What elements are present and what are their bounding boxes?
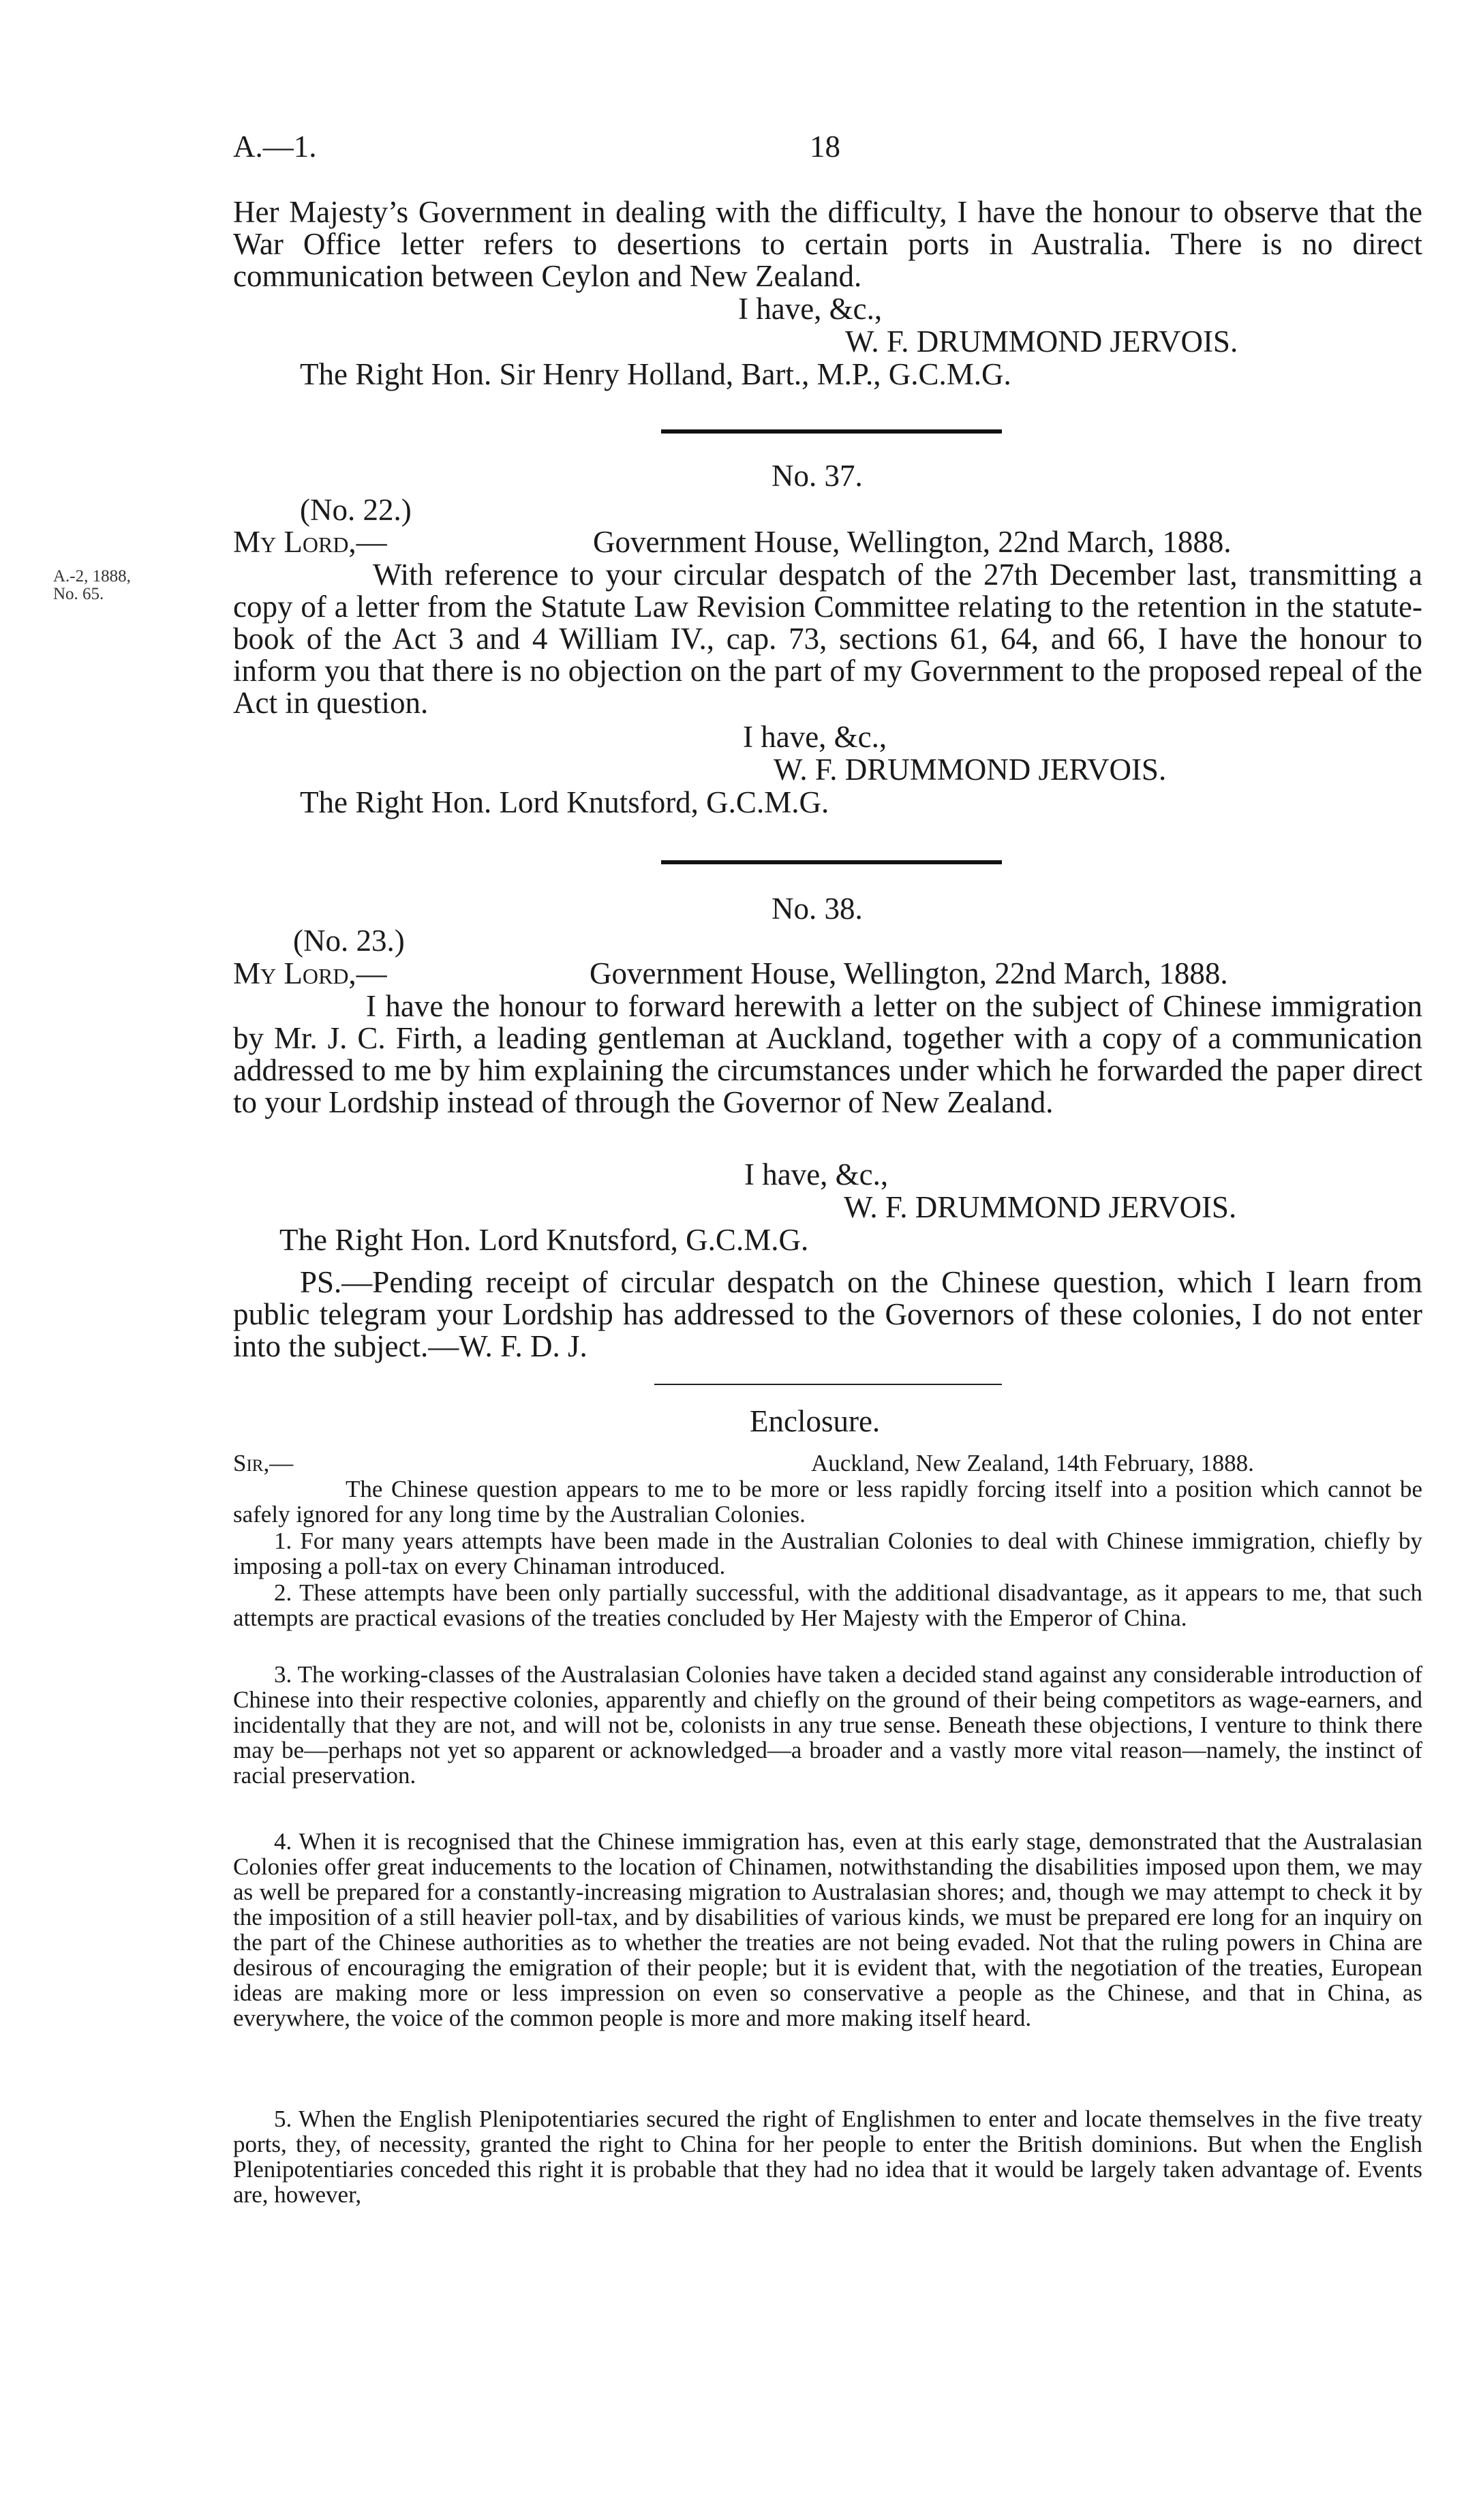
intro-signature: W. F. DRUMMOND JERVOIS. <box>845 324 1238 359</box>
page-number: 18 <box>810 130 840 164</box>
letter-location: Government House, Wellington, 22nd March, 1888. <box>593 525 1232 559</box>
enclosure-paragraph: 2. These attempts have been only partially successful, with the additional disadvantage, as it appears to me, that such attempts are practical evasions of the treaties concluded by Her Majesty with the Emperor of China. <box>233 1579 1422 1631</box>
enclosure-paragraph: 3. The working-classes of the Australasian Colonies have taken a decided stand against any considerable introduction of Chinese into their respective colonies, apparently and chiefly on the ground of their being competitors as wage-earners, and incidentally that they are not, and will not be, colonists in any true sense. Beneath these objections, I venture to think there may be—perhaps not yet so apparent or acknowledged—a broader and a vastly more vital reason—namely, the instinct of racial preservation. <box>233 1661 1422 1789</box>
letter-signature: W. F. DRUMMOND JERVOIS. <box>774 753 1167 787</box>
letter-sub-number: (No. 22.) <box>300 493 412 527</box>
enclosure-paragraph: 4. When it is recognised that the Chinese immigration has, even at this early stage, demonstrated that the Australasian Colonies offer great inducements to the location of Chinamen, notwithstanding the disabilities imposed upon them, we may as well be prepared for a constantly-increasing migration to Australasian shores; and, though we may attempt to check it by the imposition of a still heavier poll-tax, and by disabilities of various kinds, we must be prepared ere long for an inquiry on the part of the Chinese authorities as to whether the treaties are not being evaded. Not that the ruling powers in China are desirous of encouraging the emigration of their people; but it is evident that, with the negotiation of the treaties, European ideas are making more or less impression on even so conservative a people as the Chinese, and that in China, as everywhere, the voice of the common people is more and more making itself heard. <box>233 1828 1422 2031</box>
enclosure-location: Auckland, New Zealand, 14th February, 1888. <box>811 1450 1254 1476</box>
enclosure-paragraph: The Chinese question appears to me to be more or less rapidly forcing itself into a position which cannot be safely ignored for any long time by the Australian Colonies. <box>233 1476 1422 1528</box>
letter-body: I have the honour to forward herewith a letter on the subject of Chinese immigration by Mr. J. C. Firth, a leading gentleman at Auckland, together with a copy of a communication addressed to me by him explaining the circumstances under which he forwarded the paper direct to your Lordship instead of through the Governor of New Zealand. <box>233 989 1422 1119</box>
letter-closing: I have, &c., <box>744 1157 889 1191</box>
letter-postscript: PS.—Pending receipt of circular despatch on the Chinese question, which I learn from public telegram your Lordship has addressed to the Governors of these colonies, I do not enter into the subject.—W. F. D. J. <box>233 1265 1422 1363</box>
intro-addressee: The Right Hon. Sir Henry Holland, Bart., M.P., G.C.M.G. <box>300 357 1011 391</box>
enclosure-paragraph: 5. When the English Plenipotentiaries secured the right of Englishmen to enter and locate themselves in the five treaty ports, they, of necessity, granted the right to China for her people to enter the British dominions. But when the English Plenipotentiaries conceded this right it is probable that they had no idea that it would be largely taken advantage of. Events are, however, <box>233 2106 1422 2208</box>
section-divider <box>661 860 1002 864</box>
margin-note: No. 65. <box>53 585 104 603</box>
letter-heading: No. 37. <box>772 459 863 493</box>
enclosure-divider <box>654 1384 1002 1385</box>
enclosure-title: Enclosure. <box>750 1404 881 1438</box>
letter-heading: No. 38. <box>772 892 863 926</box>
letter-closing: I have, &c., <box>743 720 887 754</box>
intro-paragraph: Her Majesty’s Government in dealing with the difficulty, I have the honour to observe that the War Office letter refers to desertions to certain ports in Australia. There is no direct communication between Ceylon and New Zealand. <box>233 195 1422 293</box>
page-ref: A.—1. <box>233 130 317 164</box>
intro-closing: I have, &c., <box>738 292 883 326</box>
enclosure-salutation: Sir,— <box>233 1450 294 1476</box>
letter-body: With reference to your circular despatch of the 27th December last, transmitting a copy of a letter from the Statute Law Revision Committee relating to the retention in the statute-book of the Act 3 and 4 William IV., cap. 73, sections 61, 64, and 66, I have the honour to inform you that there is no objection on the part of my Government to the proposed repeal of the Act in question. <box>233 558 1422 720</box>
letter-salutation: My Lord,— <box>233 525 387 559</box>
letter-salutation: My Lord,— <box>233 956 387 990</box>
letter-sub-number: (No. 23.) <box>293 924 405 958</box>
letter-addressee: The Right Hon. Lord Knutsford, G.C.M.G. <box>300 785 829 819</box>
margin-note: A.-2, 1888, <box>53 567 131 586</box>
enclosure-paragraph: 1. For many years attempts have been made in the Australian Colonies to deal with Chinese immigration, chiefly by imposing a poll-tax on every Chinaman introduced. <box>233 1528 1422 1579</box>
letter-location: Government House, Wellington, 22nd March, 1888. <box>590 956 1228 990</box>
section-divider <box>661 429 1002 434</box>
letter-signature: W. F. DRUMMOND JERVOIS. <box>844 1190 1237 1224</box>
letter-addressee: The Right Hon. Lord Knutsford, G.C.M.G. <box>279 1223 809 1257</box>
